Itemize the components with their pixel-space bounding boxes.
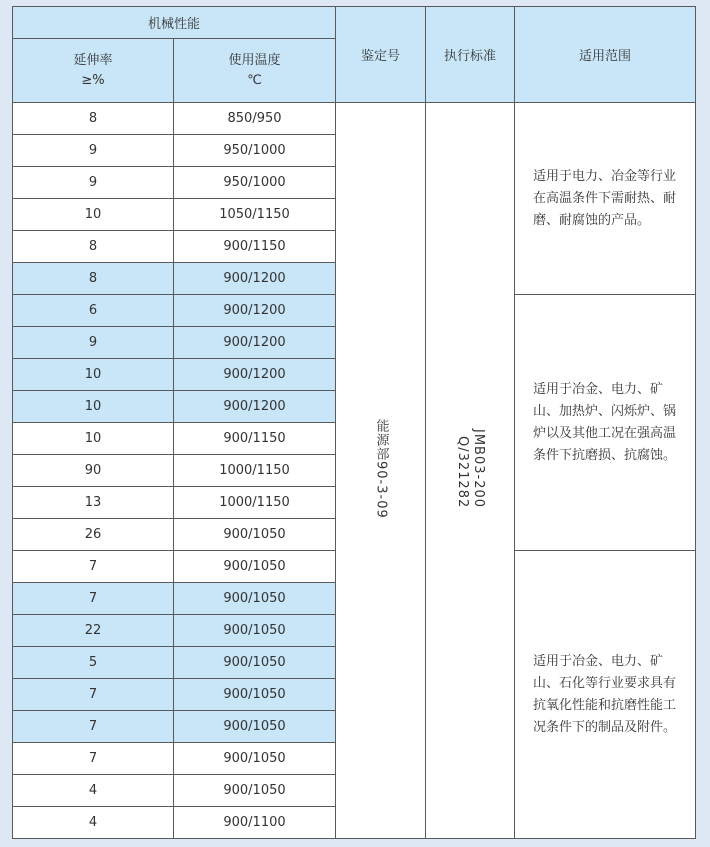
header-elongation [13, 39, 174, 103]
elongation-cell: 8 [13, 231, 174, 263]
elongation-cell: 10 [13, 359, 174, 391]
temperature-cell: 850/950 [174, 103, 336, 135]
temperature-cell: 900/1200 [174, 327, 336, 359]
elongation-cell: 10 [13, 423, 174, 455]
header-elongation-label: 延伸率 [73, 52, 113, 68]
temperature-cell: 900/1050 [174, 647, 336, 679]
elongation-cell: 22 [13, 615, 174, 647]
scope-cell: 适用于冶金、电力、矿山、石化等行业要求具有抗氧化性能和抗磨性能工况条件下的制品及附件。 [515, 551, 696, 839]
temperature-cell: 950/1000 [174, 135, 336, 167]
scope-cell: 适用于电力、冶金等行业在高温条件下需耐热、耐磨、耐腐蚀的产品。 [515, 103, 696, 295]
elongation-cell: 4 [13, 807, 174, 839]
temperature-cell: 900/1200 [174, 295, 336, 327]
header-elongation-unit: ≥% [81, 72, 105, 88]
temperature-cell: 900/1200 [174, 263, 336, 295]
temperature-cell: 950/1000 [174, 167, 336, 199]
temperature-cell: 900/1150 [174, 231, 336, 263]
temperature-cell: 900/1150 [174, 423, 336, 455]
temperature-cell: 900/1200 [174, 359, 336, 391]
temperature-cell: 900/1050 [174, 679, 336, 711]
elongation-cell: 4 [13, 775, 174, 807]
header-mechanical: 机械性能 [13, 7, 336, 39]
elongation-cell: 9 [13, 135, 174, 167]
standard-cell [426, 103, 515, 839]
header-temperature-label: 使用温度 [228, 52, 281, 68]
temperature-cell: 900/1050 [174, 775, 336, 807]
appraisal-cell [336, 103, 426, 839]
temperature-cell: 900/1050 [174, 615, 336, 647]
header-temperature [174, 39, 336, 103]
temperature-cell: 900/1100 [174, 807, 336, 839]
temperature-cell: 1000/1150 [174, 487, 336, 519]
elongation-cell: 7 [13, 583, 174, 615]
elongation-cell: 5 [13, 647, 174, 679]
temperature-cell: 1050/1150 [174, 199, 336, 231]
elongation-cell: 7 [13, 551, 174, 583]
temperature-cell: 900/1050 [174, 583, 336, 615]
elongation-cell: 10 [13, 391, 174, 423]
temperature-cell: 900/1050 [174, 519, 336, 551]
appraisal-number: 能源部90-3-09 [373, 418, 389, 519]
elongation-cell: 8 [13, 263, 174, 295]
temperature-cell: 900/1050 [174, 551, 336, 583]
elongation-cell: 7 [13, 743, 174, 775]
elongation-cell: 7 [13, 679, 174, 711]
elongation-cell: 8 [13, 103, 174, 135]
temperature-cell: 1000/1150 [174, 455, 336, 487]
header-standard: 执行标准 [426, 7, 515, 103]
header-scope: 适用范围 [515, 7, 696, 103]
table-row [13, 103, 696, 135]
header-appraisal: 鉴定号 [336, 7, 426, 103]
temperature-cell: 900/1200 [174, 391, 336, 423]
standard-code-1: Q/321282 [455, 435, 471, 508]
elongation-cell: 9 [13, 167, 174, 199]
specification-table [12, 6, 696, 839]
elongation-cell: 13 [13, 487, 174, 519]
standard-code-2: JMB03-200 [471, 428, 487, 508]
elongation-cell: 9 [13, 327, 174, 359]
temperature-cell: 900/1050 [174, 743, 336, 775]
elongation-cell: 7 [13, 711, 174, 743]
scope-cell: 适用于冶金、电力、矿山、加热炉、闪烁炉、锅炉以及其他工况在强高温条件下抗磨损、抗腐蚀。 [515, 295, 696, 551]
temperature-cell: 900/1050 [174, 711, 336, 743]
elongation-cell: 6 [13, 295, 174, 327]
elongation-cell: 10 [13, 199, 174, 231]
elongation-cell: 26 [13, 519, 174, 551]
elongation-cell: 90 [13, 455, 174, 487]
header-temperature-unit: ℃ [247, 72, 262, 88]
